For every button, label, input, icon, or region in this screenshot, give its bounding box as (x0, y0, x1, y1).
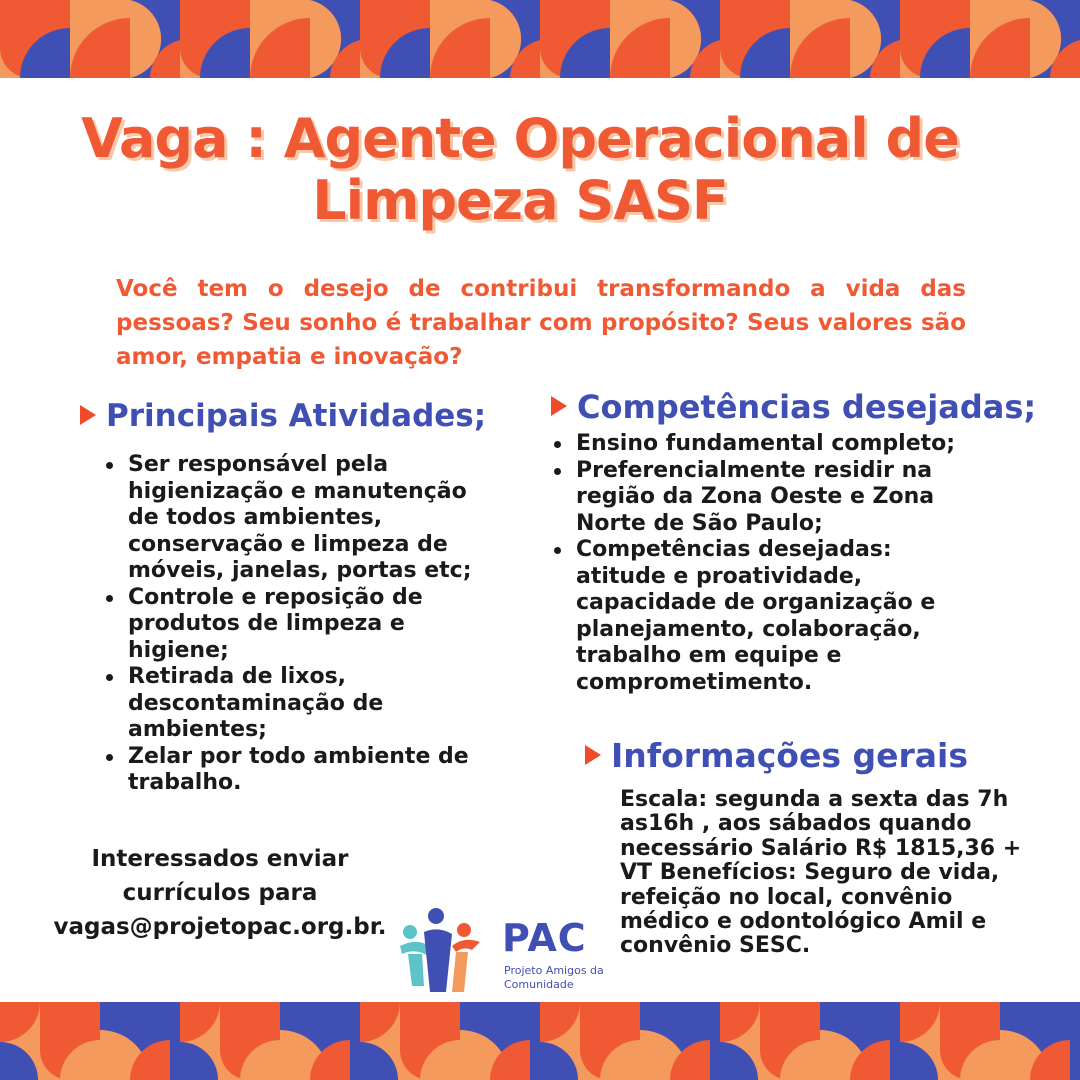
contact-text: Interessados enviar currículos para vagas@projetopac.org.br. (53, 846, 387, 940)
bullet-dot-icon (554, 441, 561, 448)
bottom-decorative-pattern (0, 1002, 1080, 1080)
bullet-dot-icon (106, 595, 113, 602)
triangle-bullet-icon (551, 396, 567, 416)
list-item: Competências desejadas: atitude e proatividade, capacidade de organização e planejamento, colaboração, trabalho em equipe e comprometimento. (552, 537, 980, 696)
triangle-bullet-icon (585, 745, 601, 765)
informacoes-heading (585, 736, 968, 775)
intro-paragraph: Você tem o desejo de contribui transformando a vida das pessoas? Seu sonho é trabalhar com propósito? Seus valores são amor, empatia e inovação? (116, 276, 966, 370)
atividades-heading (80, 398, 486, 434)
triangle-bullet-icon (80, 405, 96, 425)
list-item: Zelar por todo ambiente de trabalho. (104, 744, 494, 797)
informacoes-text: Escala: segunda a sexta das 7h as16h , aos sábados quando necessário Salário R$ 1815,36 + VT Benefícios: Seguro de vida, refeição no local, convênio médico e odontológico Amil e convênio SESC. (620, 787, 1022, 959)
list-item: Ser responsável pela higienização e manutenção de todos ambientes, conservação e limpeza de móveis, janelas, portas etc; (104, 452, 494, 585)
bullet-dot-icon (554, 547, 561, 554)
list-item: Preferencialmente residir na região da Zona Oeste e Zona Norte de São Paulo; (552, 458, 980, 538)
atividades-list (104, 452, 494, 797)
top-decorative-pattern (0, 0, 1080, 78)
atividades-heading-label: Principais Atividades; (106, 398, 487, 434)
bullet-dot-icon (106, 754, 113, 761)
bullet-dot-icon (106, 674, 113, 681)
list-item: Ensino fundamental completo; (552, 431, 980, 458)
list-item: Retirada de lixos, descontaminação de ambientes; (104, 664, 494, 744)
bullet-dot-icon (554, 468, 561, 475)
job-title: Vaga : Agente Operacional de Limpeza SASF (81, 107, 959, 232)
logo-subtitle: Projeto Amigos da Comunidade (504, 964, 604, 991)
bullet-dot-icon (106, 462, 113, 469)
people-logo-icon (394, 906, 494, 998)
informacoes-heading-label: Informações gerais (611, 736, 968, 775)
list-item: Controle e reposição de produtos de limpeza e higiene; (104, 585, 494, 665)
pac-logo (394, 906, 614, 998)
competencias-list (552, 431, 980, 696)
competencias-heading (551, 388, 1036, 426)
logo-wordmark: PAC (502, 916, 587, 960)
competencias-heading-label: Competências desejadas; (577, 388, 1037, 426)
